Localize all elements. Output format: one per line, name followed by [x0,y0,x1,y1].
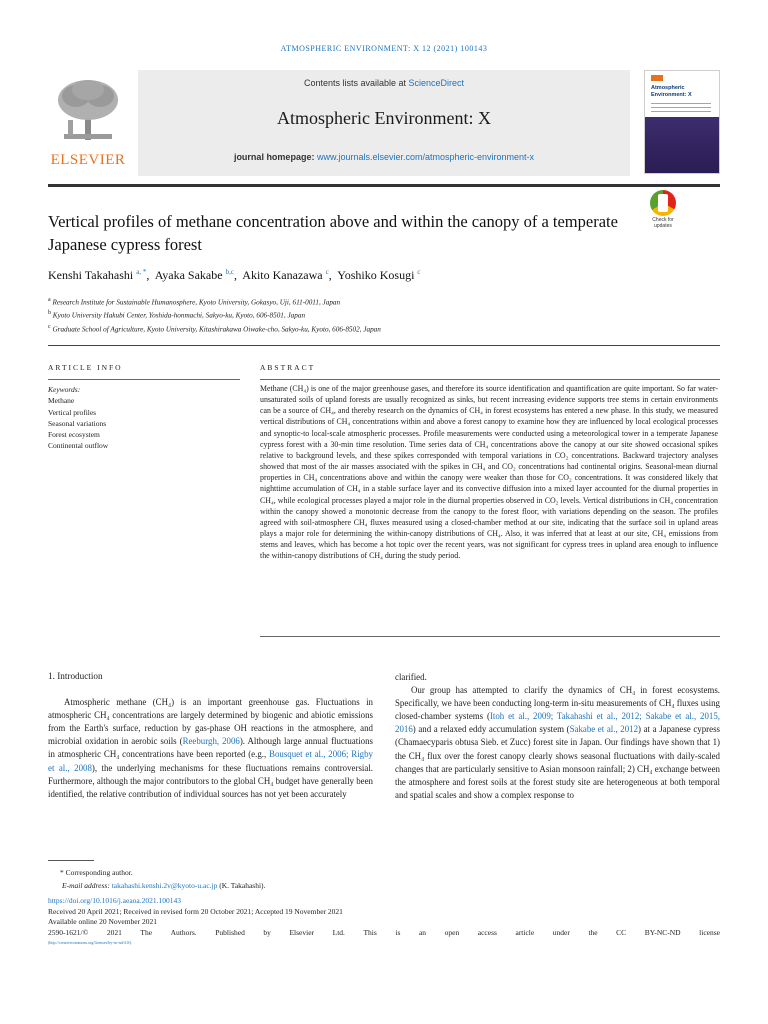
body-column-right [395,671,720,802]
article-title: Vertical profiles of methane concentration above and within the canopy of a temperate Japanese cypress forest [48,212,618,254]
license-word: under [552,927,570,937]
author-list: Kenshi Takahashi $^{a, *}$, Ayaka Sakabe $^{b,c}$, Akito Kanazawa $^c$, Yoshiko Kosugi $^c$ [48,268,421,282]
license-line [48,928,720,939]
contents-availability: Contents lists available at ScienceDirect [303,78,465,88]
license-word: The [140,927,153,937]
license-word: access [477,927,497,937]
journal-masthead [48,70,720,178]
license-word: Elsevier [289,927,315,937]
email-line: E-mail address: takahashi.kenshi.2v@kyoto-u.ac.jp (K. Takahashi). [62,881,266,890]
check-updates-icon [650,190,676,216]
citation-link[interactable]: Itoh et al., 2009; Takahashi et al., 2012; Sakabe et al., 2015, 2016 [395,711,720,735]
license-word: Ltd. [332,927,345,937]
received-dates: Received 20 April 2021; Received in revised form 20 October 2021; Accepted 19 November 2021 [48,906,343,916]
journal-name: Atmospheric Environment: X [277,108,491,128]
keyword: Seasonal variations [48,418,107,428]
license-word: This [363,927,377,937]
author-name[interactable]: Ayaka Sakabe [154,268,223,282]
masthead-rule [48,184,720,187]
author-name[interactable]: Kenshi Takahashi [48,268,134,282]
keyword: Forest ecosystem [48,430,100,440]
doi-link[interactable]: https://doi.org/10.1016/j.aeaoa.2021.100143 [48,896,181,905]
keyword: Continental outflow [48,441,109,451]
running-head: ATMOSPHERIC ENVIRONMENT: X 12 (2021) 100143 [280,44,488,53]
license-word: an [418,927,427,937]
affiliations [48,295,720,335]
elsevier-logo[interactable] [48,74,128,168]
citation-link[interactable]: Sakabe et al., 2012 [569,724,639,735]
license-word: by [263,927,271,937]
keywords-label: Keywords: [48,385,81,394]
license-word: CC [616,927,627,937]
license-word: article [515,927,535,937]
homepage-link[interactable]: www.journals.elsevier.com/atmospheric-environment-x [316,152,535,162]
license-word: is [395,927,401,937]
license-url[interactable]: (http://creativecommons.org/licenses/by-nc-nd/4.0/). [48,940,133,946]
citation-link[interactable]: Bousquet et al., 2006; Rigby et al., 2008 [48,749,373,773]
abstract-heading: ABSTRACT [260,363,316,372]
intro-paragraph-1: Atmospheric methane (CH₄) is an important greenhouse gas. Fluctuations in atmospheric CH₄ concentrations are largely determined by biogenic and abiotic emissions from the Earth's surface, reduction by gas-phase OH reactions in the atmosphere, and microbial oxidation in aerobic soils (Reeburgh, 2006). Although large annual fluctuations in atmospheric CH₄ concentrations have been reported (e.g., Bousquet et al., 2006; Rigby et al., 2008), the underlying mechanisms for these fluctuations remains controversial. Furthermore, although the major contributors to the global CH₄ budget have generally been identified, the relative contribution of individual sources has not yet been accurately [48,697,373,799]
journal-cover-thumbnail[interactable] [644,70,720,174]
journal-homepage: journal homepage: www.journals.elsevier.com/atmospheric-environment-x [233,152,535,162]
cover-title: Atmospheric Environment: X [651,85,692,98]
intro-continuation: clarified. [395,672,427,682]
intro-paragraph-2: Our group has attempted to clarify the dynamics of CH₄ in forest ecosystems. Specifically, we have been conducting long-term in-situ measurements of CH₄ fluxes using closed-chamber systems (Itoh et al., 2009; Takahashi et al., 2012; Sakabe et al., 2015, 2016) and a relaxed eddy accumulation system (Sakabe et al., 2012) at a Japanese cypress (Chamaecyparis obtusa Sieb. et Zucc) forest site in Japan. Our findings have shown that 1) the CH₄ flux over the forest canopy clearly shows seasonal fluctuations with daily-scaled changes that are particularly sensitive to Asian monsoon rainfall; 2) CH₄ exchange between the atmosphere and forest soils at the forest study site are heterogeneous at both temporal and spatial scales and show a complex response to [395,685,720,800]
license-word: BY-NC-ND [644,927,681,937]
journal-banner [138,70,630,176]
author-name[interactable]: Akito Kanazawa [242,268,323,282]
keyword: Methane [48,396,75,406]
keyword: Vertical profiles [48,407,97,417]
license-word: open [444,927,460,937]
corresponding-author-note: * Corresponding author. [60,868,133,877]
license-word: license [699,927,720,937]
article-footer [48,896,720,949]
affiliation: $^b$ Kyoto University Hakubi Center, Yoshida-honmachi, Sakyo-ku, Kyoto, 606-8501, Japan [48,310,306,320]
abstract-text: Methane (CH₄) is one of the major greenhouse gases, and therefore its source identification and quantification are quite important. So far water-unsaturated soils of upland forests are usually recognized as sinks, but recent increasing evidence supports tree stems in certain environments can be a source of CH₄, and thereby research on the dynamics of CH₄ in forest ecosystems has entered a new phase. In this study, we measured vertical distributions of CH₄ concentrations within and above a forest canopy to examine how they are influenced by local ecological processes and synoptic-to local-scale atmospheric processes. Profile measurements were conducted using a meteorological tower in a temperate Japanese cypress forest with a 30-min time resolution. Time series data of CH₄ concentrations above the canopy at our site showed occasional spikes relative to background levels, and these spikes corresponded with temporal variations in CO₂ concentrations. Backward trajectory analyses showed that most of the air masses associated with the spikes in CH₄ and CO₂ concentrations had continental origins. Seasonal-mean diurnal properties in CH₄ concentrations above and within the canopy were weaker than those for CO₂ concentrations. It was considered likely that nighttime accumulation of CH₄ in a stable surface layer and its convective diffusion into a mixed layer accounted for the diurnal properties in CH₄, while ecological processes played a major role in the diurnal properties observed in CO₂ levels. Vertical distributions in CH₄ concentration within the canopy showed a monotonic decrease from the canopy to the forest floor, with variations depending on the season. The profiles agreed with soil-atmosphere CH₄ fluxes measured using a closed-chamber method at our site, indicating that the surface soil in upland areas plays a major role for determining the within-canopy distributions of CH₄. Also, it was inferred that at least at our site, CH₄ emissions from stems and leaves, which has become a hot topic over the recent years, was not significant for cypress trees in upland area enough to influence the within-canopy distributions of CH₄ during the study period. [260,384,718,561]
citation-link[interactable]: Reeburgh, 2006 [182,736,240,747]
license-word: 2590-1621/© [48,927,89,937]
license-word: Authors. [170,927,197,937]
footnote [48,866,448,892]
section-heading-introduction: 1. Introduction [48,671,103,681]
license-word: Published [215,927,245,937]
elsevier-tree-icon [54,76,122,142]
author-name[interactable]: Yoshiko Kosugi [337,268,415,282]
article-info-heading: ARTICLE INFO [48,363,123,372]
check-for-updates-badge[interactable]: Check for updates [646,190,680,230]
license-word: the [588,927,598,937]
body-column-left [48,670,373,801]
available-online: Available online 20 November 2021 [48,917,157,927]
affiliation: $^c$ Graduate School of Agriculture, Kyoto University, Kitashirakawa Oiwake-cho, Sakyo-ku, Kyoto, 606-8502, Japan [48,323,381,334]
sciencedirect-link[interactable]: ScienceDirect [408,78,465,88]
license-word: 2021 [106,927,122,937]
header-divider [48,345,720,346]
affiliation: $^a$ Research Institute for Sustainable Humanosphere, Kyoto University, Gokasyo, Uji, 611-0011, Japan [48,297,341,307]
publisher-wordmark: ELSEVIER [50,152,126,168]
email-link[interactable]: takahashi.kenshi.2v@kyoto-u.ac.jp [111,881,218,890]
keywords-block [48,384,238,452]
